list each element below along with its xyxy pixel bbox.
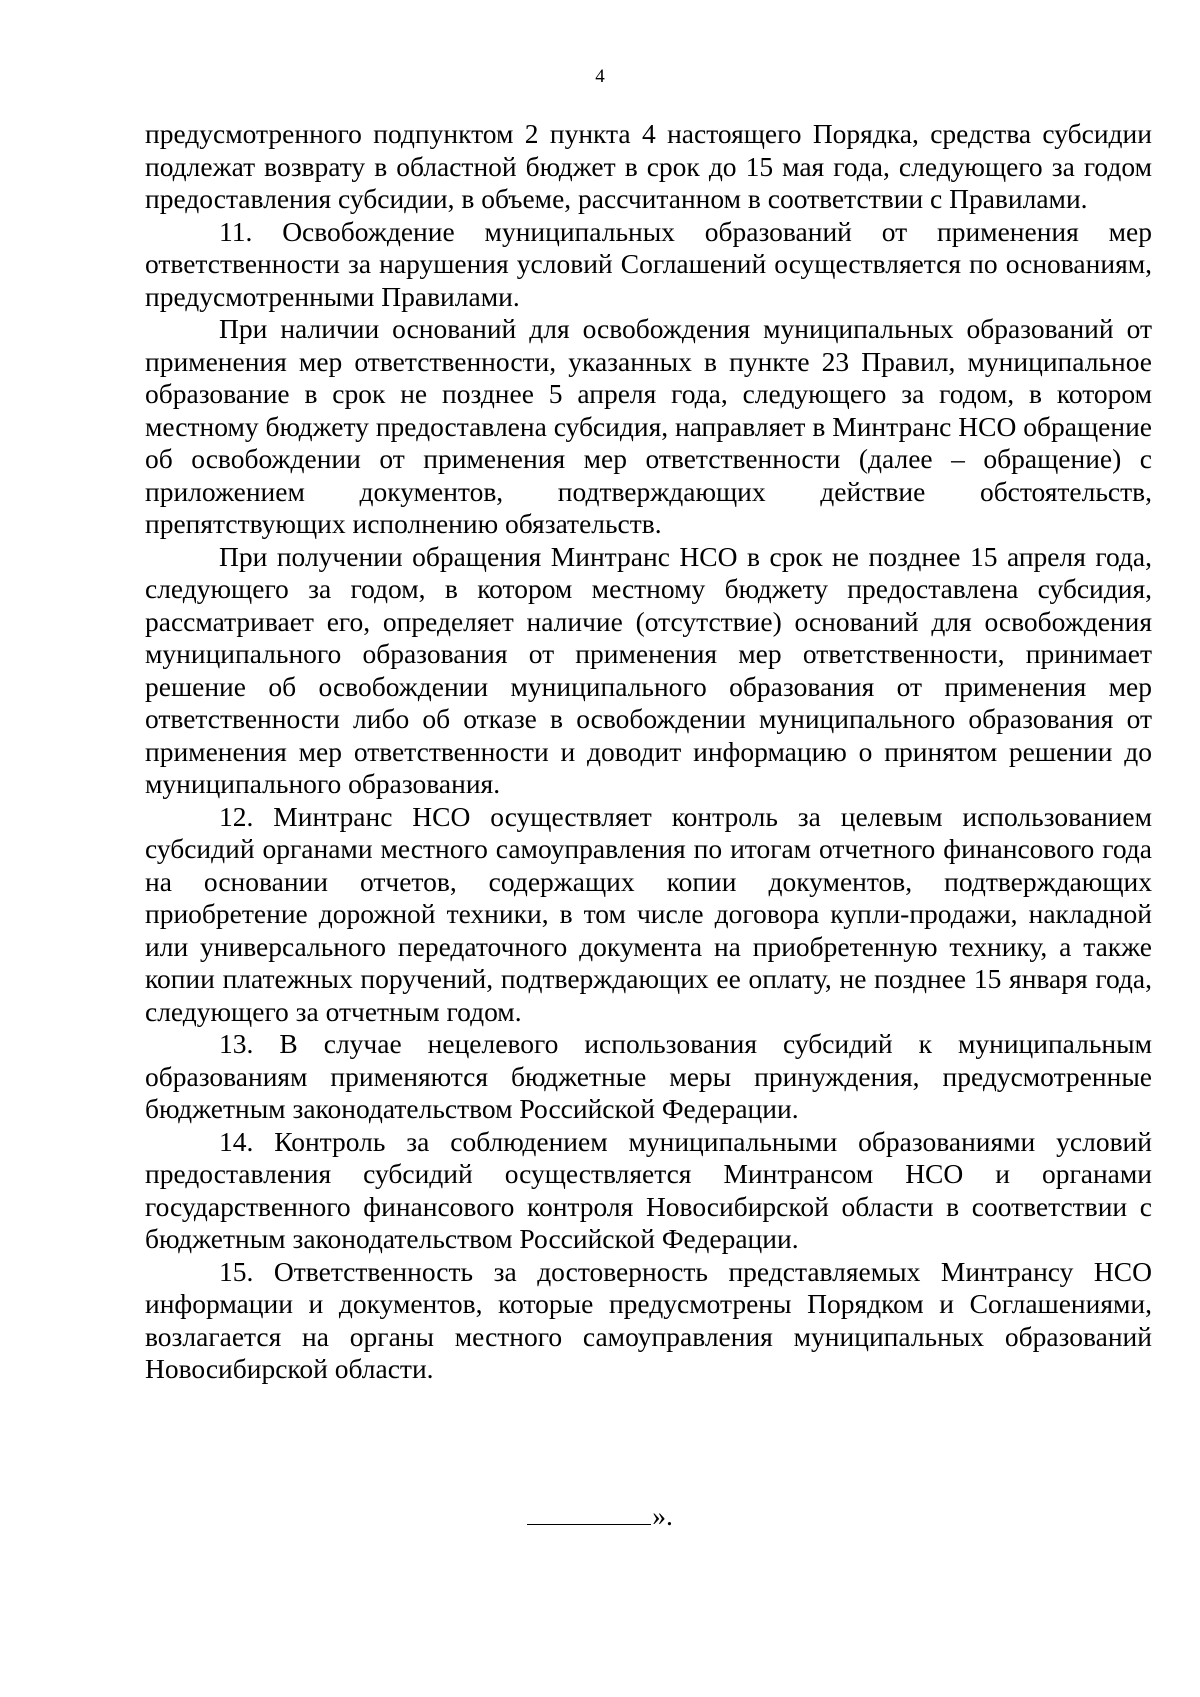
signature-underline xyxy=(527,1500,651,1525)
document-body xyxy=(145,118,1152,1386)
paragraph-item-14: 14. Контроль за соблюдением муниципальными образованиями условий предоставления субсидий осуществляется Минтрансом НСО и органами государственного финансового контроля Новосибирской области в соответствии с бюджетным законодательством Российской Федерации. xyxy=(145,1125,1152,1254)
paragraph-grounds-for-exemption: При наличии оснований для освобождения муниципальных образований от применения мер ответственности, указанных в пункте 23 Правил, муниципальное образование в срок не позднее 5 апреля года, следующего за годом, в котором местному бюджету предоставлена субсидия, направляет в Минтранс НСО обращение об освобождении от применения мер ответственности (далее – обращение) с приложением документов, подтверждающих действие обстоятельств, препятствующих исполнению обязательств. xyxy=(145,313,1152,539)
page-number: 4 xyxy=(595,66,605,87)
paragraph-item-15: 15. Ответственность за достоверность представляемых Минтрансу НСО информации и документов, которые предусмотрены Порядком и Соглашениями, возлагается на органы местного самоуправления муниципальных образований Новосибирской области. xyxy=(145,1255,1152,1384)
paragraph-continuation: предусмотренного подпунктом 2 пункта 4 настоящего Порядка, средства субсидии подлежат возврату в областной бюджет в срок до 15 мая года, следующего за годом предоставления субсидии, в объеме, рассчитанном в соответствии с Правилами. xyxy=(145,118,1152,214)
paragraph-item-11: 11. Освобождение муниципальных образований от применения мер ответственности за нарушения условий Соглашений осуществляется по основаниям, предусмотренными Правилами. xyxy=(145,215,1152,312)
closing-quote-mark: ». xyxy=(652,1500,673,1531)
closing-line xyxy=(0,1500,1200,1532)
paragraph-appeal-review: При получении обращения Минтранс НСО в срок не позднее 15 апреля года, следующего за годом, в котором местному бюджету предоставлена субсидия, рассматривает его, определяет наличие (отсутствие) оснований для освобождения муниципального образования от применения мер ответственности, принимает решение об освобождении муниципального образования от применения мер ответственности либо об отказе в освобождении муниципального образования от применения мер ответственности и доводит информацию о принятом решении до муниципального образования. xyxy=(145,540,1152,799)
paragraph-item-12: 12. Минтранс НСО осуществляет контроль за целевым использованием субсидий органами местного самоуправления по итогам отчетного финансового года на основании отчетов, содержащих копии документов, подтверждающих приобретение дорожной техники, в том числе договора купли-продажи, накладной или универсального передаточного документа на приобретенную технику, а также копии платежных поручений, подтверждающих ее оплату, не позднее 15 января года, следующего за отчетным годом. xyxy=(145,800,1152,1027)
paragraph-item-13: 13. В случае нецелевого использования субсидий к муниципальным образованиям применяются бюджетные меры принуждения, предусмотренные бюджетным законодательством Российской Федерации. xyxy=(145,1028,1152,1124)
